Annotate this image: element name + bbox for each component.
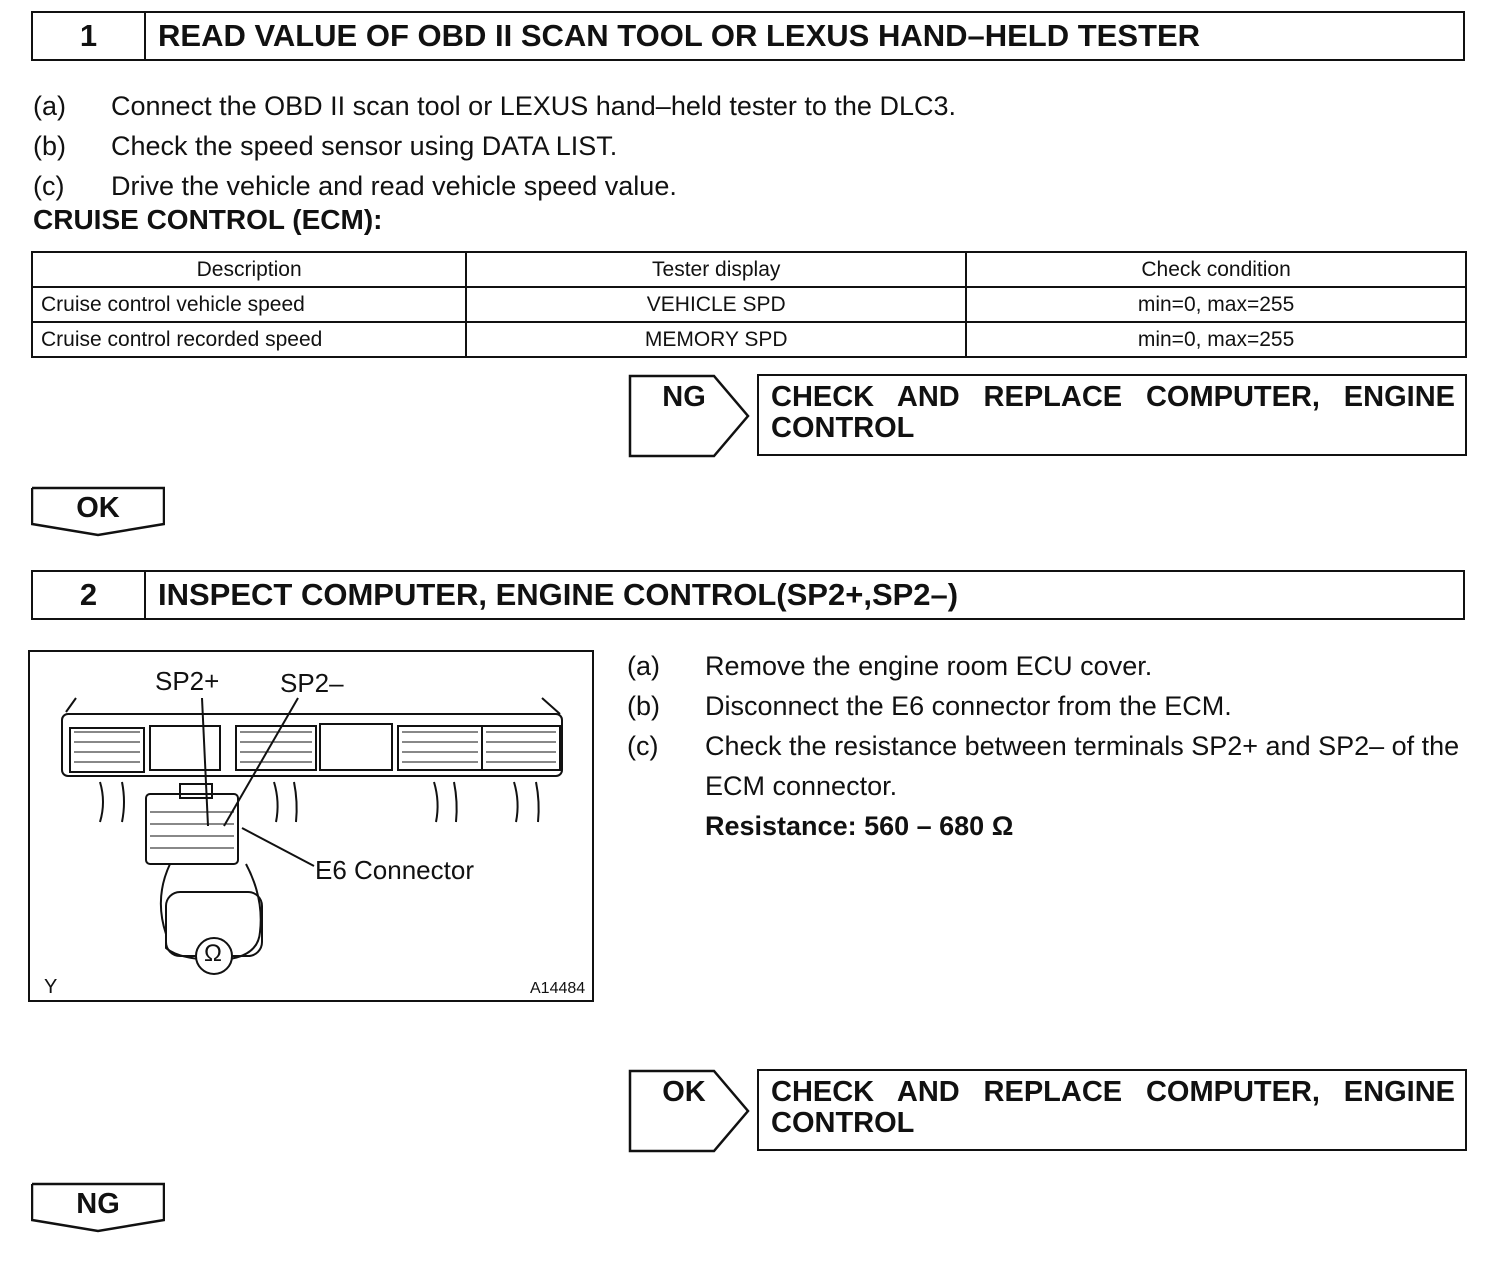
step-2-title: INSPECT COMPUTER, ENGINE CONTROL(SP2+,SP2–) [158, 577, 959, 612]
table-cell: min=0, max=255 [966, 287, 1466, 322]
ecm-illustration [30, 652, 592, 1000]
instruction-text: Check the resistance between terminals SP2+ and SP2– of the ECM connector. [705, 731, 1460, 801]
result-label-ok: OK [662, 1076, 706, 1108]
instruction-item [33, 126, 956, 166]
step-1-title: READ VALUE OF OBD II SCAN TOOL OR LEXUS HAND–HELD TESTER [158, 18, 1201, 53]
instruction-item [33, 86, 956, 126]
table-header-cell: Check condition [966, 252, 1466, 287]
flow-ng-label: NG [76, 1188, 120, 1220]
instruction-text: Connect the OBD II scan tool or LEXUS hand–held tester to the DLC3. [111, 91, 956, 121]
instruction-item [627, 726, 1477, 806]
instruction-letter: (b) [627, 691, 660, 721]
step-2-number: 2 [33, 572, 146, 618]
instruction-text: Disconnect the E6 connector from the ECM. [705, 691, 1232, 721]
instruction-item [627, 806, 1477, 846]
table-header-row [32, 252, 1466, 287]
e6-connector-label: E6 Connector [315, 855, 474, 885]
instruction-letter: (b) [33, 131, 66, 161]
instruction-text: Drive the vehicle and read vehicle speed value. [111, 171, 677, 201]
table-row [32, 322, 1466, 357]
table-row [32, 287, 1466, 322]
instruction-item [33, 166, 956, 206]
result-label-ng: NG [662, 381, 706, 413]
result-action-box: CHECK AND REPLACE COMPUTER, ENGINE CONTROL [757, 1069, 1467, 1151]
instruction-letter: (c) [33, 171, 65, 201]
section-subtitle: CRUISE CONTROL (ECM): [33, 204, 383, 235]
resistance-spec: Resistance: 560 – 680 Ω [705, 811, 1014, 841]
step-2-instructions [627, 646, 1477, 846]
flow-ok-label: OK [76, 492, 120, 524]
step-1-instructions [33, 86, 956, 206]
instruction-letter: (c) [627, 731, 659, 761]
instruction-letter: (a) [627, 651, 660, 681]
instruction-text: Remove the engine room ECU cover. [705, 651, 1153, 681]
sp2-plus-label: SP2+ [155, 666, 220, 696]
step-1-number: 1 [33, 13, 146, 59]
data-list-table [31, 251, 1467, 358]
table-cell: VEHICLE SPD [466, 287, 966, 322]
ecm-connector-figure [28, 650, 594, 1002]
table-cell: Cruise control vehicle speed [32, 287, 466, 322]
table-cell: MEMORY SPD [466, 322, 966, 357]
instruction-item [627, 686, 1477, 726]
result-action-box: CHECK AND REPLACE COMPUTER, ENGINE CONTROL [757, 374, 1467, 456]
flow-ok-tag [31, 486, 165, 538]
step-1-header [31, 11, 1465, 61]
flow-ng-tag [31, 1182, 165, 1234]
table-header-cell: Description [32, 252, 466, 287]
table-cell: min=0, max=255 [966, 322, 1466, 357]
ohm-icon: Ω [204, 940, 222, 967]
table-cell: Cruise control recorded speed [32, 322, 466, 357]
instruction-text: Check the speed sensor using DATA LIST. [111, 131, 618, 161]
figure-id: A14484 [530, 980, 586, 997]
table-header-cell: Tester display [466, 252, 966, 287]
step-2-header [31, 570, 1465, 620]
instruction-letter: (a) [33, 91, 66, 121]
figure-corner-code: Y [44, 976, 58, 998]
sp2-minus-label: SP2– [280, 668, 344, 698]
instruction-item [627, 646, 1477, 686]
